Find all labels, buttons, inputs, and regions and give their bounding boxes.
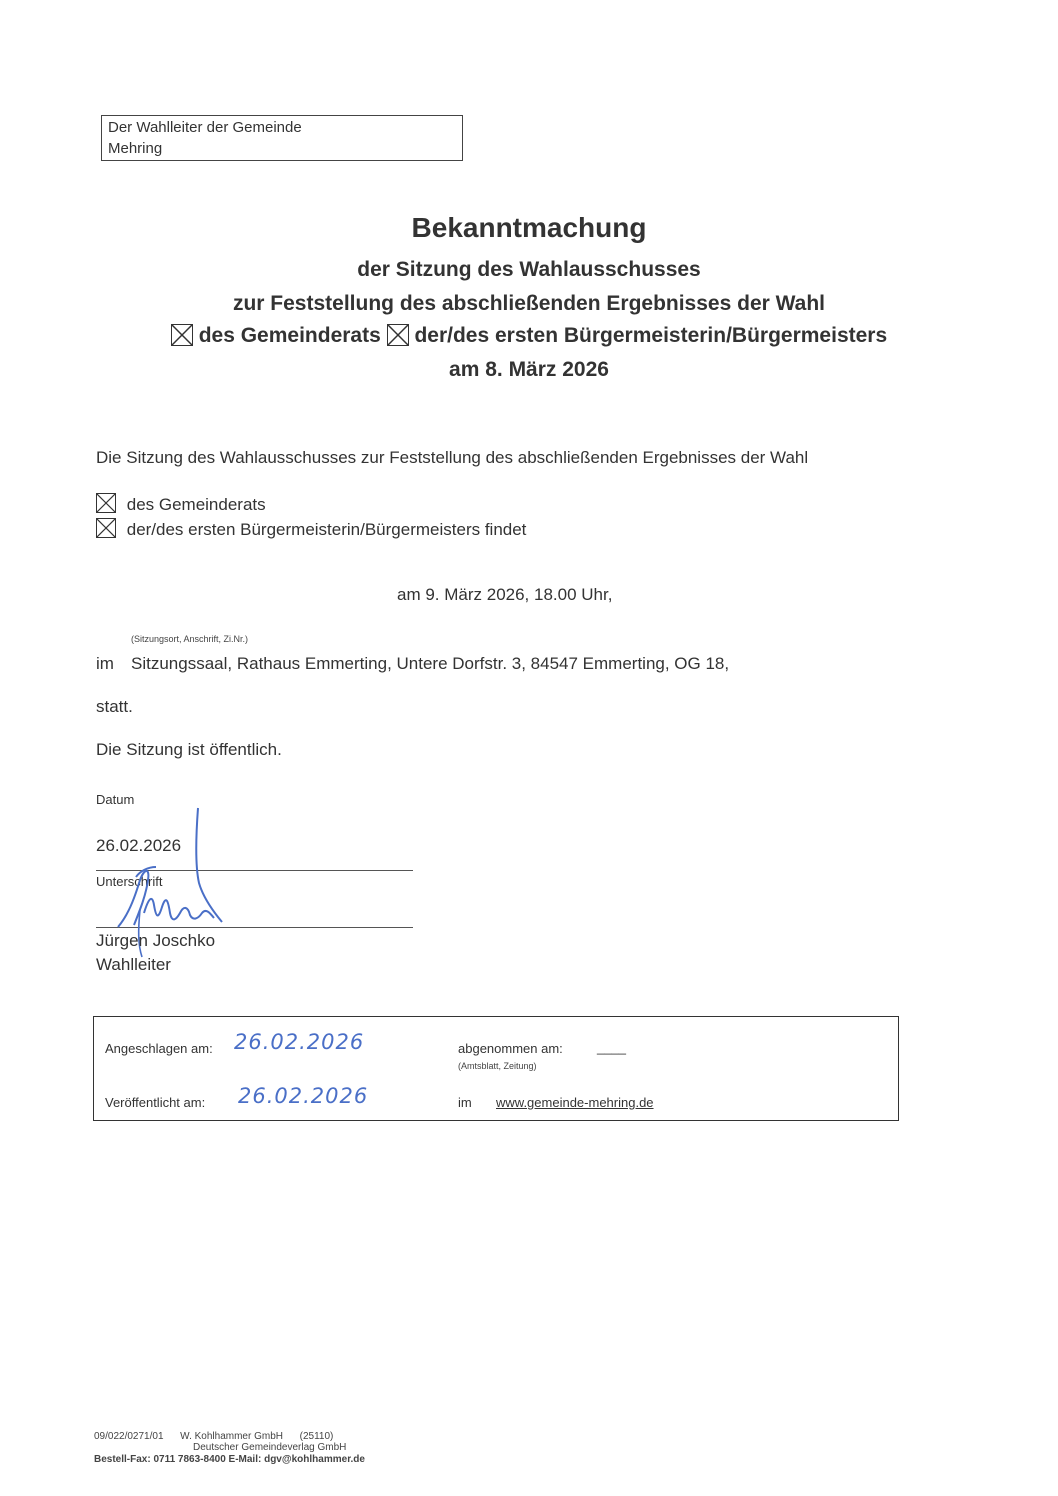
sender-box [101, 115, 463, 161]
body-option-2: der/des ersten Bürgermeisterin/Bürgermeisters findet [126, 520, 527, 539]
checked-box-icon [96, 493, 116, 513]
heading-options [0, 324, 1058, 348]
footer-line-3: Bestell-Fax: 0711 7863-8400 E-Mail: dgv@kohlhammer.de [94, 1454, 365, 1465]
meeting-location: Sitzungssaal, Rathaus Emmerting, Untere Dorfstr. 3, 84547 Emmerting, OG 18, [131, 654, 730, 673]
statt-text: statt. [96, 697, 133, 716]
footer-line-1: 09/022/0271/01 W. Kohlhammer GmbH (25110) [94, 1431, 334, 1442]
checked-box-icon [171, 324, 193, 346]
location-prefix: im [96, 654, 114, 673]
signature-label: Unterschrift [96, 874, 163, 889]
published-label: Veröffentlicht am: [105, 1095, 206, 1110]
meeting-datetime: am 9. März 2026, 18.00 Uhr, [397, 585, 613, 604]
location-hint: (Sitzungsort, Anschrift, Zi.Nr.) [131, 634, 249, 644]
intro-text: Die Sitzung des Wahlausschusses zur Feststellung des abschließenden Ergebnisses der Wahl [96, 448, 809, 467]
posted-label: Angeschlagen am: [105, 1041, 213, 1056]
media-hint: (Amtsblatt, Zeitung) [458, 1061, 537, 1071]
removed-label: abgenommen am: [458, 1041, 563, 1056]
public-notice: Die Sitzung ist öffentlich. [96, 740, 282, 759]
signer-name: Jürgen Joschko [96, 931, 216, 950]
sender-line-1: Der Wahlleiter der Gemeinde [108, 119, 302, 136]
checked-box-icon [387, 324, 409, 346]
heading-option-2: der/des ersten Bürgermeisterin/Bürgermeisters [414, 324, 888, 347]
heading-option-1: des Gemeinderats [198, 324, 381, 347]
document-title: Bekanntmachung [411, 212, 647, 243]
body-option-1: des Gemeinderats [126, 495, 266, 514]
media-website: www.gemeinde-mehring.de [496, 1095, 654, 1110]
checked-box-icon [96, 518, 116, 538]
published-date-handwritten: 26.02.2026 [238, 1084, 369, 1108]
signer-role: Wahlleiter [96, 955, 171, 974]
posted-date-handwritten: 26.02.2026 [234, 1030, 365, 1054]
heading-date: am 8. März 2026 [449, 358, 609, 381]
removed-value: ____ [597, 1040, 626, 1055]
heading-line-1: der Sitzung des Wahlausschusses [357, 258, 701, 281]
body-option-1-row [96, 493, 266, 515]
footer-line-2: Deutscher Gemeindeverlag GmbH [193, 1442, 347, 1453]
date-value: 26.02.2026 [96, 836, 182, 855]
body-option-2-row [96, 518, 526, 540]
date-label: Datum [96, 792, 135, 807]
media-prefix: im [458, 1095, 472, 1110]
sender-line-2: Mehring [108, 140, 163, 157]
heading-line-2: zur Feststellung des abschließenden Ergebnisses der Wahl [232, 292, 826, 315]
